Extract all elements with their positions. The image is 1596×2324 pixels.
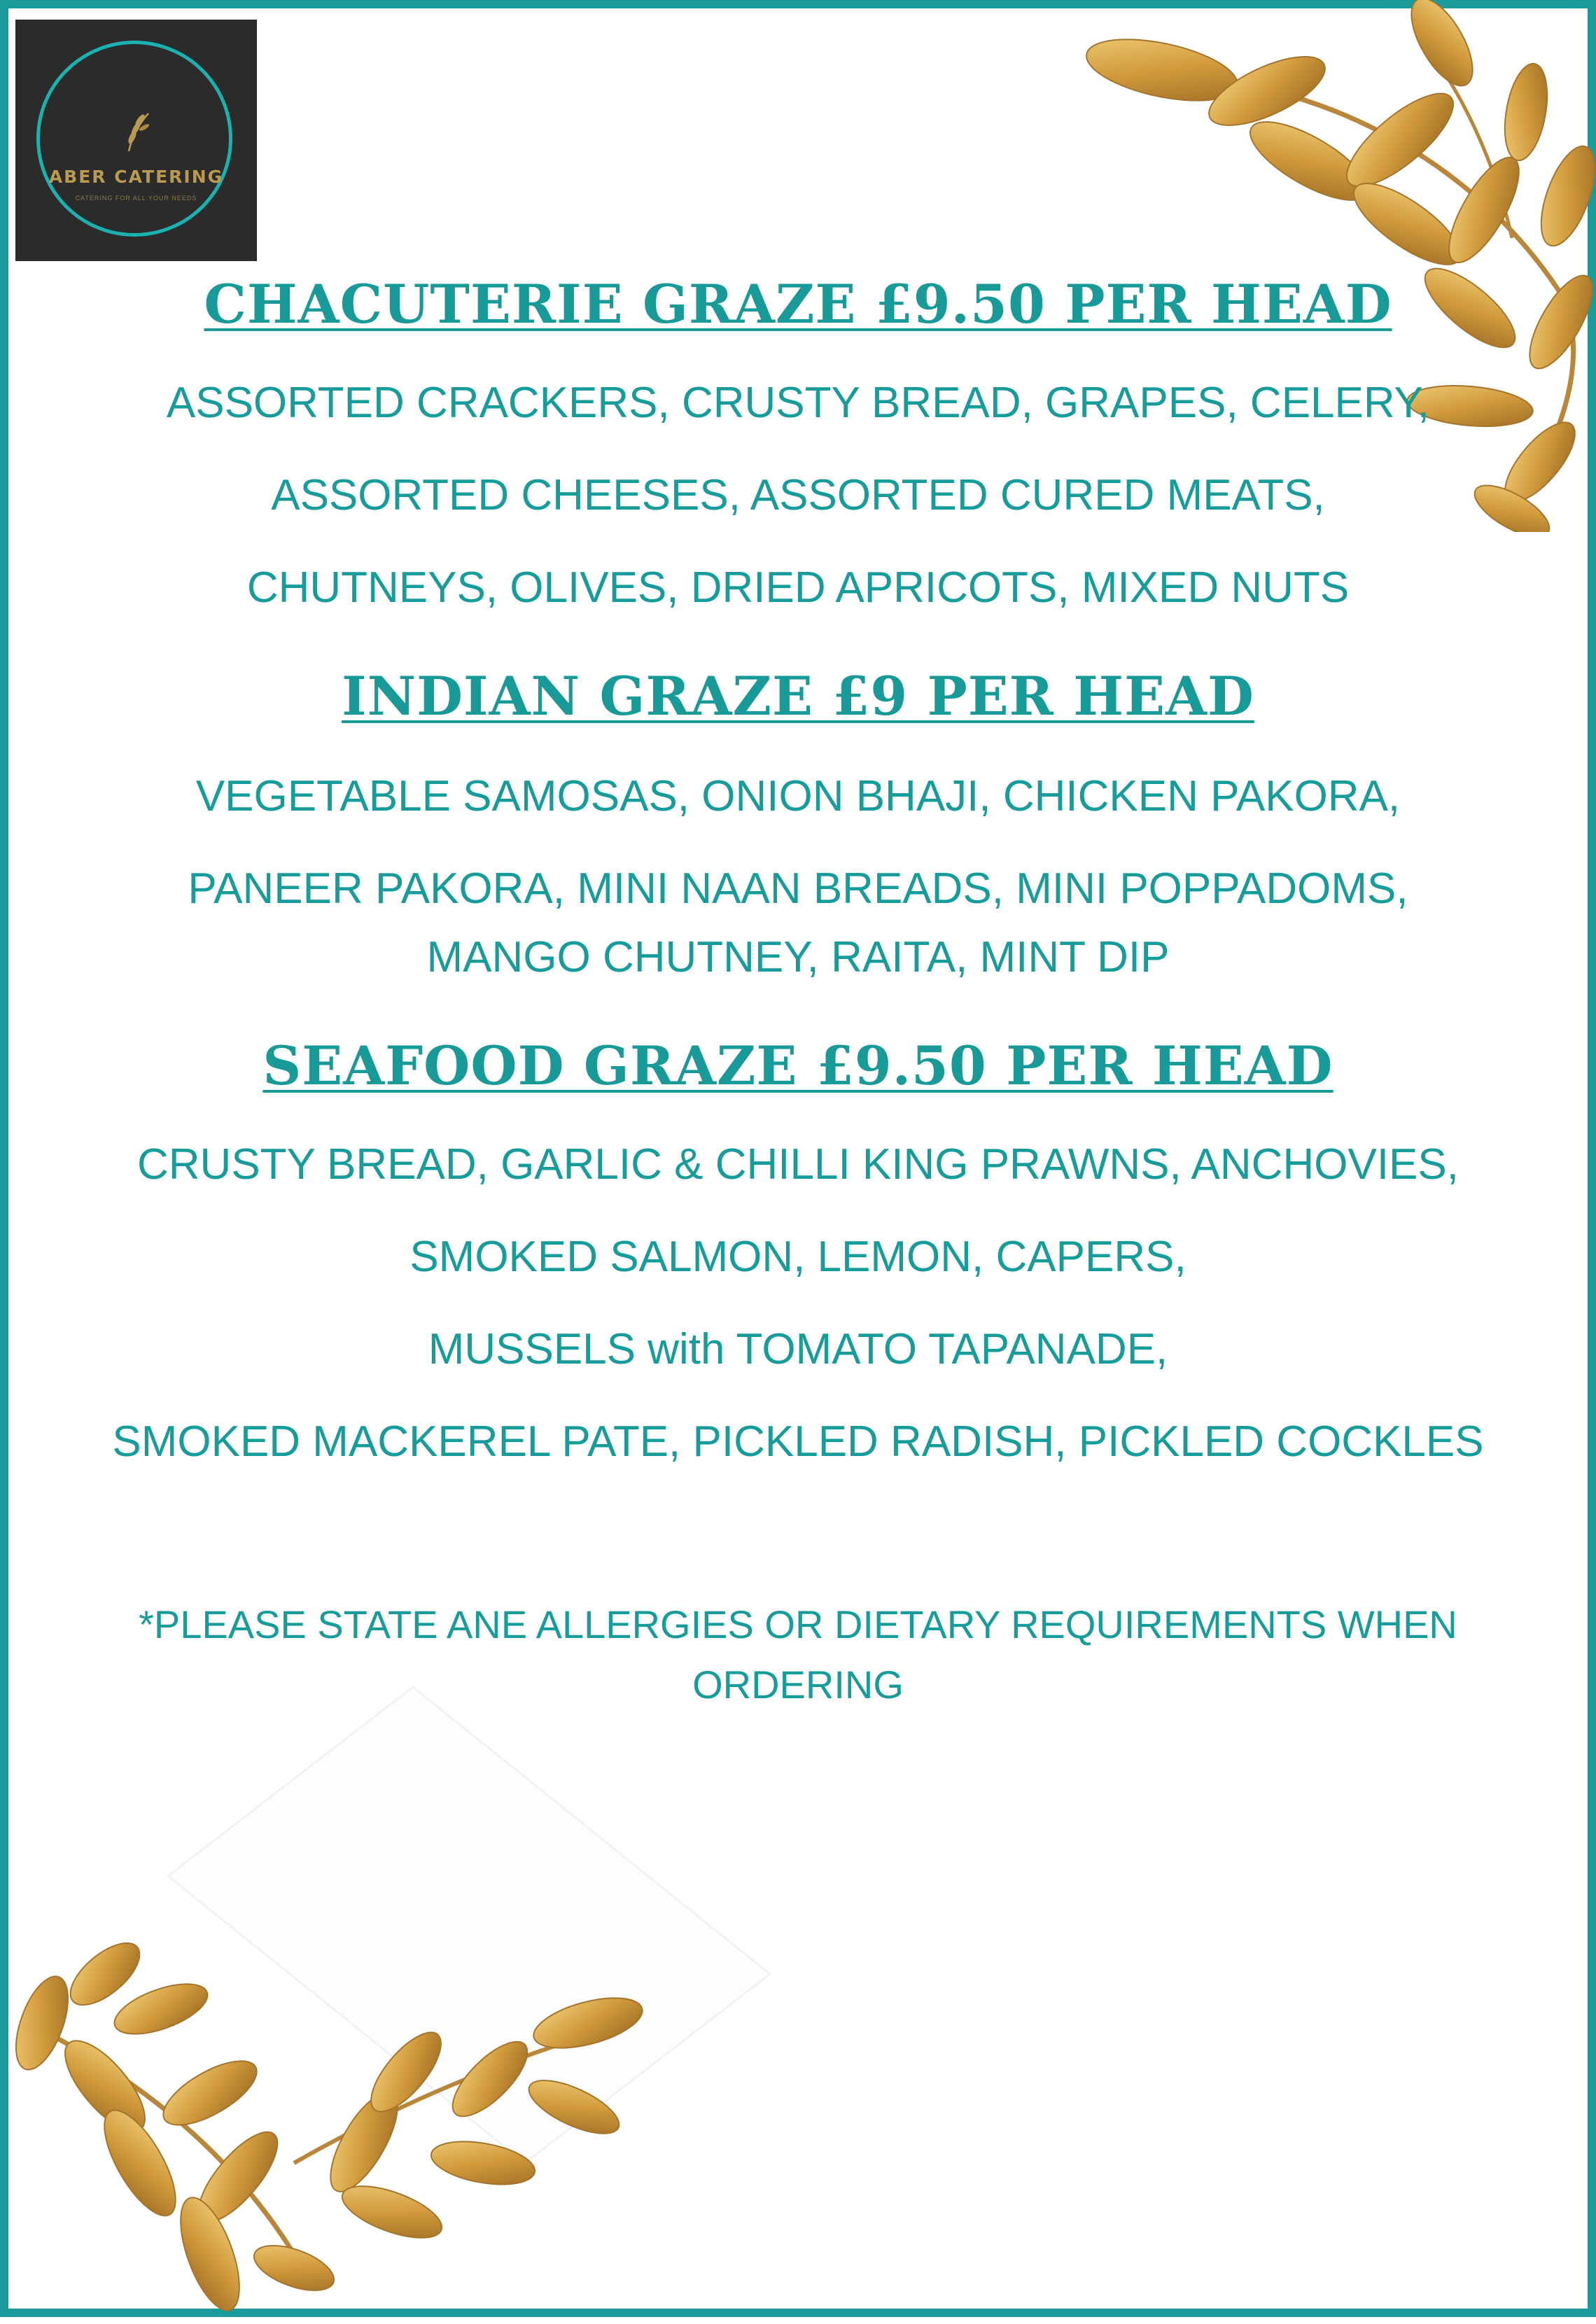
logo-name: ABER CATERING [48, 167, 224, 187]
section-heading-seafood: SEAFOOD GRAZE £9.50 PER HEAD [262, 1035, 1334, 1097]
menu-line: ASSORTED CHEESES, ASSORTED CURED MEATS, [271, 471, 1325, 519]
section-heading-chacuterie: CHACUTERIE GRAZE £9.50 PER HEAD [204, 273, 1392, 335]
section-heading-indian: INDIAN GRAZE £9 PER HEAD [342, 665, 1254, 727]
menu-line: MUSSELS with TOMATO TAPANADE, [428, 1325, 1168, 1373]
menu-line: VEGETABLE SAMOSAS, ONION BHAJI, CHICKEN PAKORA, [195, 772, 1401, 820]
menu-line: ASSORTED CRACKERS, CRUSTY BREAD, GRAPES, CELERY, [166, 379, 1430, 427]
menu-line: MANGO CHUTNEY, RAITA, MINT DIP [426, 933, 1170, 981]
aber-catering-logo [15, 20, 257, 261]
menu-line: CHUTNEYS, OLIVES, DRIED APRICOTS, MIXED NUTS [246, 564, 1350, 612]
menu-line: PANEER PAKORA, MINI NAAN BREADS, MINI POPPADOMS, [188, 864, 1408, 913]
menu-line: CRUSTY BREAD, GARLIC & CHILLI KING PRAWNS, ANCHOVIES, [137, 1140, 1459, 1189]
golden-leaves-bottom-left [0, 1932, 672, 2324]
allergy-note-line-1: *PLEASE STATE ANE ALLERGIES OR DIETARY REQUIREMENTS WHEN [139, 1602, 1457, 1646]
golden-leaves-top-right [1078, 0, 1596, 532]
logo-tagline: CATERING FOR ALL YOUR NEEDS [75, 195, 197, 202]
leaf-icon [122, 111, 153, 153]
menu-line: SMOKED MACKEREL PATE, PICKLED RADISH, PICKLED COCKLES [112, 1418, 1484, 1466]
menu-line: SMOKED SALMON, LEMON, CAPERS, [410, 1233, 1186, 1281]
allergy-note-line-2: ORDERING [692, 1662, 904, 1707]
